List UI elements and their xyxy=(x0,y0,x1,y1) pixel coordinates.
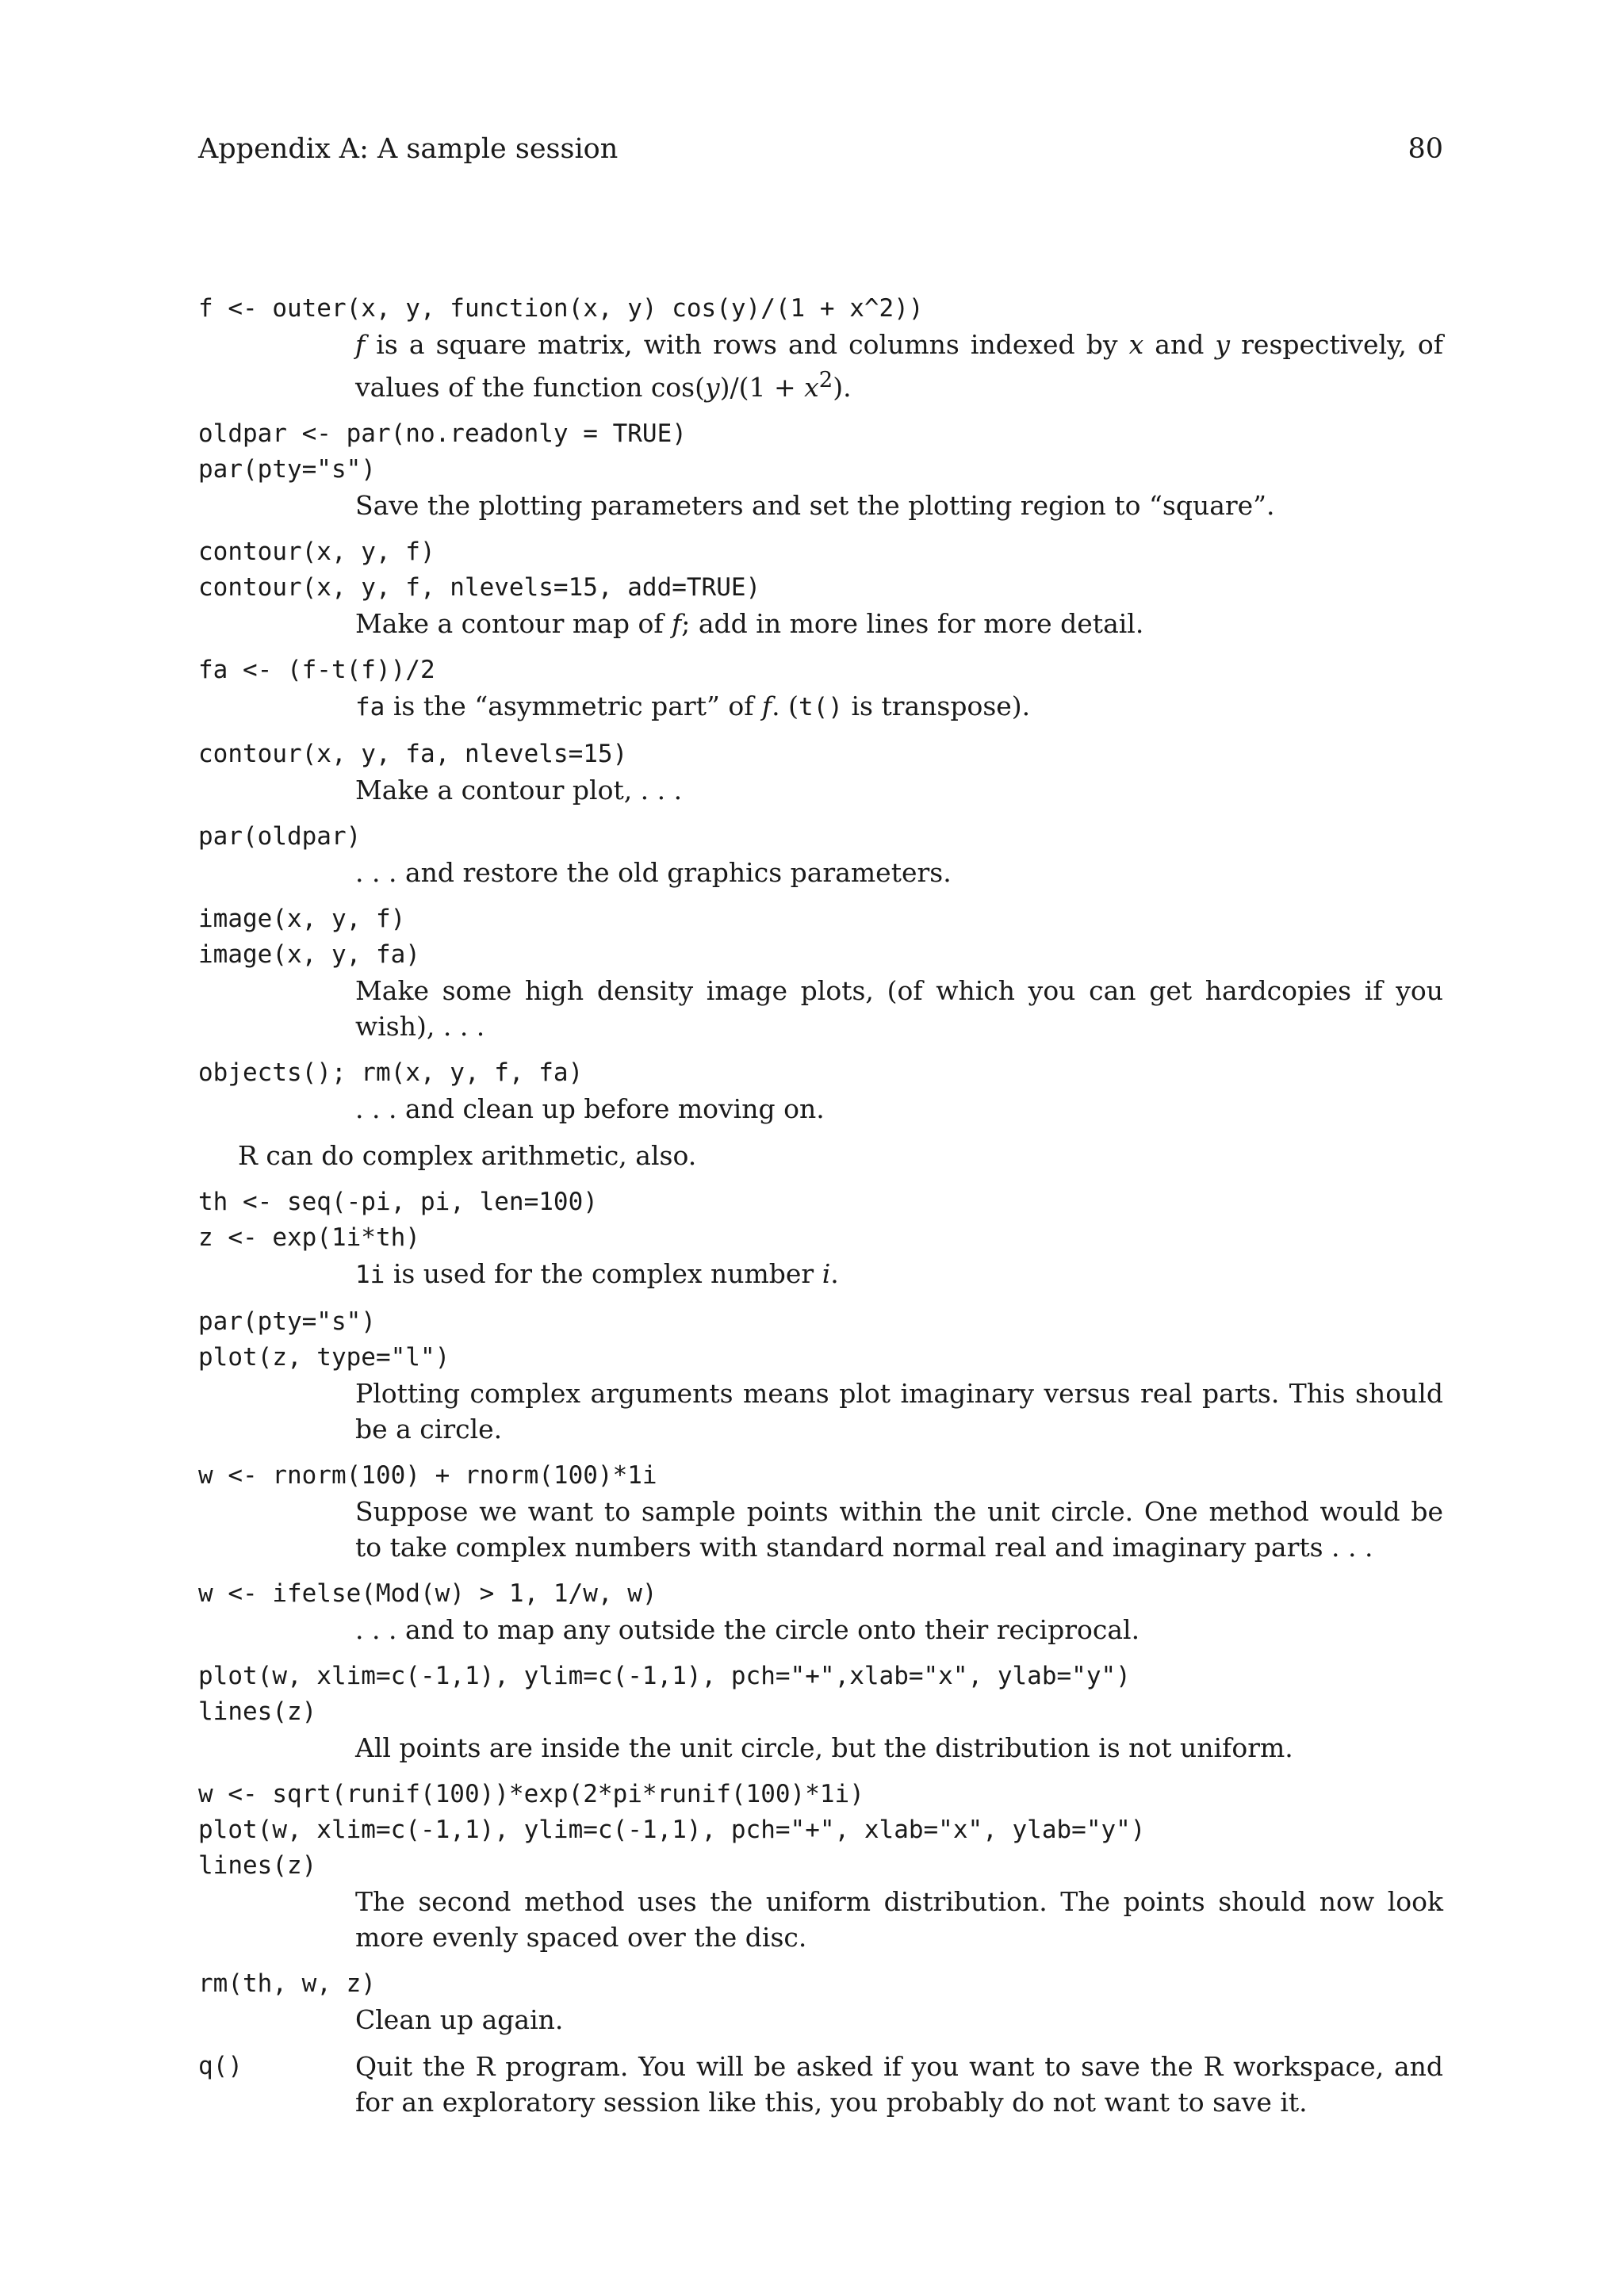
code-description: fa is the “asymmetric part” of f. (t() is transpose). xyxy=(355,691,1031,721)
code-line: w <- ifelse(Mod(w) > 1, 1/w, w) xyxy=(198,1579,657,1608)
code-description: All points are inside the unit circle, but the distribution is not uniform. xyxy=(355,1732,1293,1763)
code-line: w <- sqrt(runif(100))*exp(2*pi*runif(100)*1i) xyxy=(198,1780,864,1808)
code-line: rm(th, w, z) xyxy=(198,1969,376,1998)
code-line: w <- rnorm(100) + rnorm(100)*1i xyxy=(198,1461,657,1490)
code-line: z <- exp(1i*th) xyxy=(198,1223,420,1252)
code-description: Plotting complex arguments means plot imaginary versus real parts. This should be a circle. xyxy=(355,1378,1443,1445)
code-line: image(x, y, f) xyxy=(198,905,406,933)
code-line: fa <- (f-t(f))/2 xyxy=(198,656,435,684)
code-item xyxy=(198,1458,1443,1565)
code-description-list-2 xyxy=(198,1184,1443,2038)
code-line: plot(w, xlim=c(-1,1), ylim=c(-1,1), pch="+",xlab="x", ylab="y") xyxy=(198,1662,1131,1690)
code-item xyxy=(198,901,1443,1044)
code-line: par(pty="s") xyxy=(198,455,376,484)
code-description: Make a contour map of f; add in more lines for more detail. xyxy=(355,608,1144,639)
main-content xyxy=(198,291,1443,2131)
code-item xyxy=(198,534,1443,641)
code-item xyxy=(198,1966,1443,2038)
code-description: Quit the R program. You will be asked if you want to save the R workspace, and for an exploratory session like this, you probably do not want to save it. xyxy=(355,2051,1443,2118)
code-line: oldpar <- par(no.readonly = TRUE) xyxy=(198,419,687,448)
code-description: . . . and restore the old graphics parameters. xyxy=(355,857,952,888)
code-item xyxy=(198,1304,1443,1447)
code-description: Suppose we want to sample points within the unit circle. One method would be to take complex numbers with standard normal real and imaginary parts . . . xyxy=(355,1496,1443,1563)
code-line: par(pty="s") xyxy=(198,1307,376,1336)
code-item xyxy=(198,416,1443,523)
code-line: f <- outer(x, y, function(x, y) cos(y)/(1 + x^2)) xyxy=(198,294,924,323)
code-description: Clean up again. xyxy=(355,2004,564,2035)
code-description: 1i is used for the complex number i. xyxy=(355,1258,839,1289)
body-paragraph: R can do complex arithmetic, also. xyxy=(238,1140,697,1171)
code-line: image(x, y, fa) xyxy=(198,940,420,969)
code-description: Make some high density image plots, (of which you can get hardcopies if you wish), . . . xyxy=(355,975,1443,1042)
code-item-quit xyxy=(198,2049,1443,2120)
code-description: The second method uses the uniform distribution. The points should now look more evenly spaced over the disc. xyxy=(355,1886,1443,1953)
code-line: par(oldpar) xyxy=(198,822,362,851)
code-description: . . . and clean up before moving on. xyxy=(355,1093,825,1124)
code-line: contour(x, y, f) xyxy=(198,538,435,566)
code-block: q() xyxy=(198,2052,243,2080)
code-item xyxy=(198,1659,1443,1766)
code-description-list xyxy=(198,291,1443,1127)
code-line: lines(z) xyxy=(198,1851,317,1880)
code-item xyxy=(198,1055,1443,1127)
code-item xyxy=(198,819,1443,890)
code-line: th <- seq(-pi, pi, len=100) xyxy=(198,1188,598,1216)
header-title: Appendix A: A sample session xyxy=(198,133,619,165)
code-description: . . . and to map any outside the circle onto their reciprocal. xyxy=(355,1614,1140,1645)
code-item xyxy=(198,1576,1443,1647)
code-line: plot(z, type="l") xyxy=(198,1343,450,1372)
code-item xyxy=(198,1184,1443,1293)
code-description: Make a contour plot, . . . xyxy=(355,775,683,806)
page-number: 80 xyxy=(1408,133,1443,165)
code-line: lines(z) xyxy=(198,1697,317,1726)
code-line: contour(x, y, f, nlevels=15, add=TRUE) xyxy=(198,573,761,602)
code-item xyxy=(198,652,1443,725)
code-line: plot(w, xlim=c(-1,1), ylim=c(-1,1), pch="+", xlab="x", ylab="y") xyxy=(198,1816,1146,1844)
code-line: contour(x, y, fa, nlevels=15) xyxy=(198,740,628,768)
code-description: f is a square matrix, with rows and columns indexed by x and y respectively, of values of the function $\cos(y)/(1 + x^2)$. xyxy=(355,329,1443,403)
code-item xyxy=(198,737,1443,808)
code-line: objects(); rm(x, y, f, fa) xyxy=(198,1058,584,1087)
code-description: Save the plotting parameters and set the plotting region to “square”. xyxy=(355,490,1275,521)
code-item xyxy=(198,291,1443,405)
code-item xyxy=(198,1777,1443,1955)
